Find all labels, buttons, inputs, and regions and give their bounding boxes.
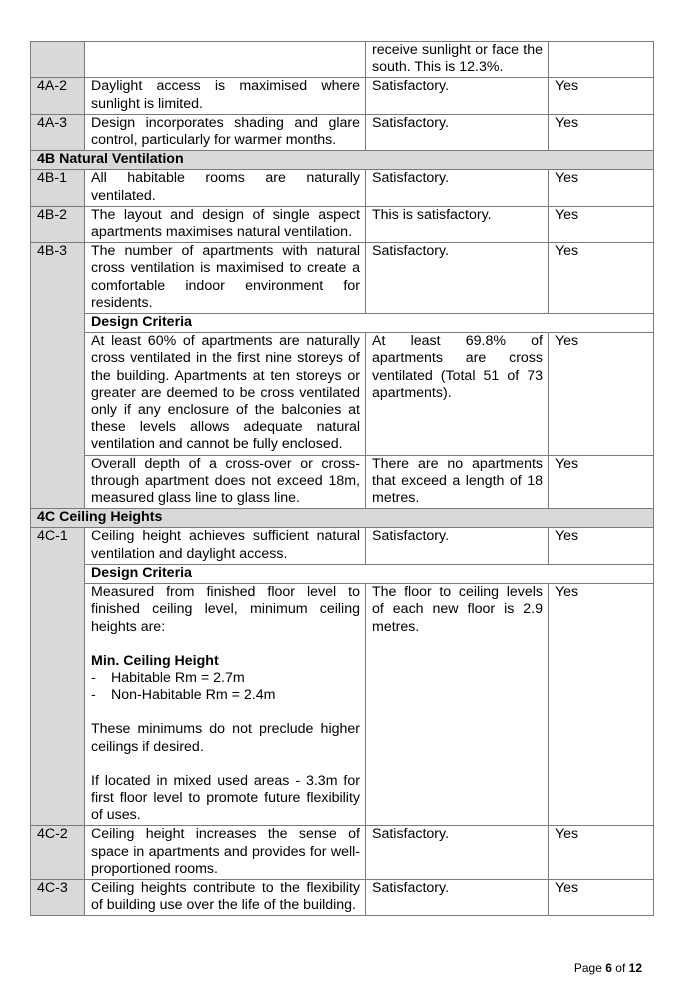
compliance-cell: Yes <box>549 333 654 455</box>
comment-cell: Satisfactory. <box>366 826 549 880</box>
clause-id: 4B-3 <box>31 243 85 509</box>
table-row <box>31 333 654 455</box>
requirement-cell <box>85 584 366 826</box>
clause-id: 4A-3 <box>31 114 85 150</box>
clause-id: 4C-2 <box>31 826 85 880</box>
total-pages: 12 <box>628 961 642 975</box>
requirement-cell: Design incorporates shading and glare control, particularly for warmer months. <box>85 114 366 150</box>
page-number <box>574 961 642 975</box>
bullet-text: Habitable Rm = 2.7m <box>111 669 245 686</box>
table-row <box>31 114 654 150</box>
requirement-paragraph: If located in mixed used areas - 3.3m for first floor level to promote future flexibility of uses. <box>91 772 360 824</box>
comment-cell: Satisfactory. <box>366 78 549 114</box>
bullet-item: - Habitable Rm = 2.7m <box>91 669 245 686</box>
requirement-cell: Ceiling heights contribute to the flexibility of building use over the life of the building. <box>85 879 366 915</box>
table-row <box>31 42 654 78</box>
min-ceiling-heading: Min. Ceiling Height <box>91 652 219 669</box>
requirement-cell: Overall depth of a cross-over or cross-through apartment does not exceed 18m, measured glass line to glass line. <box>85 455 366 509</box>
table-row <box>31 243 654 314</box>
clause-id: 4C-3 <box>31 879 85 915</box>
comment-cell: Satisfactory. <box>366 528 549 564</box>
table-row <box>31 584 654 826</box>
requirement-cell: At least 60% of apartments are naturally cross ventilated in the first nine storeys of the building. Apartments at ten storeys or greater are deemed to be cross ventilated only if any enclosure of the balconies at these levels allows adequate natural ventilation and cannot be fully enclosed. <box>85 333 366 455</box>
requirement-paragraph: These minimums do not preclude higher ceilings if desired. <box>91 721 360 755</box>
comment-cell: receive sunlight or face the south. This is 12.3%. <box>366 42 549 78</box>
table-row <box>31 879 654 915</box>
page-label: Page <box>573 961 602 975</box>
requirement-cell: All habitable rooms are naturally ventilated. <box>85 170 366 206</box>
compliance-cell: Yes <box>549 206 654 242</box>
design-criteria-heading: Design Criteria <box>85 314 654 333</box>
requirement-intro: Measured from finished floor level to finished ceiling level, minimum ceiling heights are: <box>91 584 360 635</box>
comment-cell: There are no apartments that exceed a length of 18 metres. <box>366 455 549 509</box>
page-of-label: of <box>615 961 626 975</box>
compliance-cell: Yes <box>549 243 654 314</box>
comment-cell: Satisfactory. <box>366 170 549 206</box>
requirement-cell: Ceiling height increases the sense of space in apartments and provides for well-proportioned rooms. <box>85 826 366 880</box>
comment-cell: The floor to ceiling levels of each new floor is 2.9 metres. <box>366 584 549 826</box>
requirement-cell <box>85 42 366 78</box>
table-row <box>31 455 654 509</box>
compliance-cell: Yes <box>549 826 654 880</box>
comment-cell: Satisfactory. <box>366 114 549 150</box>
comment-cell: Satisfactory. <box>366 879 549 915</box>
compliance-cell: Yes <box>549 584 654 826</box>
bullet-item: - Non-Habitable Rm = 2.4m <box>91 687 276 704</box>
table-row <box>31 528 654 564</box>
compliance-cell: Yes <box>549 455 654 509</box>
requirement-cell: Ceiling height achieves sufficient natural ventilation and daylight access. <box>85 528 366 564</box>
compliance-cell <box>549 42 654 78</box>
clause-id: 4B-2 <box>31 206 85 242</box>
section-heading: 4C Ceiling Heights <box>31 509 654 528</box>
table-row <box>31 206 654 242</box>
section-header-row <box>31 151 654 170</box>
compliance-cell: Yes <box>549 528 654 564</box>
table-row <box>31 826 654 880</box>
requirement-cell: The layout and design of single aspect apartments maximises natural ventilation. <box>85 206 366 242</box>
compliance-cell: Yes <box>549 879 654 915</box>
clause-id: 4C-1 <box>31 528 85 826</box>
compliance-table <box>30 41 654 916</box>
comment-cell: Satisfactory. <box>366 243 549 314</box>
design-criteria-row <box>31 564 654 583</box>
table-row <box>31 170 654 206</box>
requirement-cell: The number of apartments with natural cross ventilation is maximised to create a comfortable indoor environment for residents. <box>85 243 366 314</box>
clause-id: 4B-1 <box>31 170 85 206</box>
compliance-cell: Yes <box>549 114 654 150</box>
compliance-cell: Yes <box>549 78 654 114</box>
requirement-cell: Daylight access is maximised where sunlight is limited. <box>85 78 366 114</box>
comment-cell: At least 69.8% of apartments are cross ventilated (Total 51 of 73 apartments). <box>366 333 549 455</box>
current-page: 6 <box>605 961 612 975</box>
comment-cell: This is satisfactory. <box>366 206 549 242</box>
clause-id <box>31 42 85 78</box>
section-header-row <box>31 509 654 528</box>
table-row <box>31 78 654 114</box>
compliance-cell: Yes <box>549 170 654 206</box>
clause-id: 4A-2 <box>31 78 85 114</box>
section-heading: 4B Natural Ventilation <box>31 151 654 170</box>
design-criteria-row <box>31 314 654 333</box>
bullet-text: Non-Habitable Rm = 2.4m <box>111 687 276 704</box>
design-criteria-heading: Design Criteria <box>85 564 654 583</box>
